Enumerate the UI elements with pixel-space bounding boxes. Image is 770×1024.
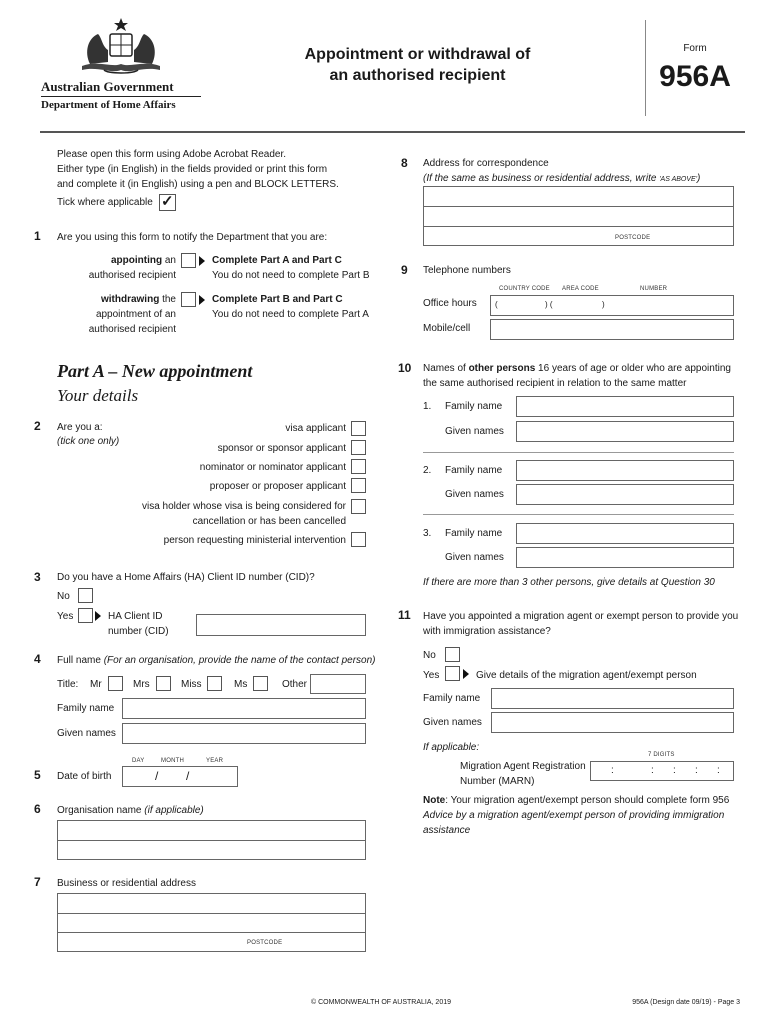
q4-title-mrs: Mrs — [133, 679, 150, 690]
q3-yes-arrow-icon — [95, 611, 101, 621]
q9-number-header: NUMBER — [640, 286, 668, 292]
q4-question-text: Full name — [57, 655, 104, 666]
q4-question-note: (For an organisation, provide the name of the contact person) — [103, 655, 376, 666]
intro-line2: Either type (in English) in the fields provided or print this form — [57, 164, 328, 175]
q2-checkbox-nominator[interactable] — [351, 459, 366, 474]
q10-divider-2 — [423, 514, 734, 515]
q10-question — [423, 363, 731, 374]
q10-person2-family-label: Family name — [445, 465, 503, 476]
q2-option-proposer: proposer or proposer applicant — [209, 481, 346, 492]
q4-given-names-input[interactable] — [122, 723, 366, 744]
q10-question-line2: the same authorised recipient in relation to the same matter — [423, 378, 687, 389]
q8-question: Address for correspondence — [423, 158, 549, 169]
q6-question — [57, 805, 204, 816]
q10-person3-given-input[interactable] — [516, 547, 734, 568]
part-a-subheading: Your details — [57, 386, 139, 405]
q11-question-line1: Have you appointed a migration agent or exempt person to provide you — [423, 611, 739, 622]
q1-withdrawing-instr2: You do not need to complete Part A — [212, 309, 369, 320]
q4-title-miss: Miss — [181, 679, 202, 690]
q11-note — [423, 795, 729, 806]
q11-marn-separator: : — [695, 765, 698, 776]
q11-no-checkbox[interactable] — [445, 647, 460, 662]
q2-number: 2 — [34, 419, 41, 433]
q9-area-code-header: AREA CODE — [562, 286, 599, 292]
q4-title-label: Title: — [57, 679, 79, 690]
tick-instruction: Tick where applicable — [57, 197, 153, 208]
q1-withdrawing-instr1: Complete Part B and Part C — [212, 294, 343, 305]
q8-address-input-2[interactable] — [423, 206, 734, 227]
q4-question — [57, 655, 376, 666]
q10-person1-family-input[interactable] — [516, 396, 734, 417]
q9-office-hours-input[interactable] — [490, 295, 734, 316]
q10-person1-given-label: Given names — [445, 426, 504, 437]
header-divider — [40, 131, 745, 133]
q2-option-sponsor: sponsor or sponsor applicant — [217, 443, 346, 454]
q11-number: 11 — [398, 608, 411, 622]
q11-marn-separator: : — [673, 765, 676, 776]
q11-yes-instruction: Give details of the migration agent/exempt person — [476, 670, 697, 681]
q9-question: Telephone numbers — [423, 265, 511, 276]
q1-appointing-line2: authorised recipient — [88, 270, 176, 281]
q4-mrs-checkbox[interactable] — [156, 676, 171, 691]
q11-seven-digits-header: 7 DIGITS — [648, 752, 675, 758]
q10-person1-given-input[interactable] — [516, 421, 734, 442]
q10-question-bold: other persons — [468, 363, 536, 374]
q5-year-header: YEAR — [206, 758, 224, 764]
q11-marn-label-line2: Number (MARN) — [460, 776, 535, 787]
q4-number: 4 — [34, 652, 41, 666]
q5-month-header: MONTH — [161, 758, 184, 764]
q10-person2-family-input[interactable] — [516, 460, 734, 481]
q11-note-bold: Note — [423, 795, 446, 806]
q6-org-name-input-2[interactable] — [57, 840, 366, 860]
q1-appointing-rest: an — [162, 255, 176, 266]
q2-checkbox-visa-holder[interactable] — [351, 499, 366, 514]
q5-day-header: DAY — [132, 758, 145, 764]
q1-withdrawing-checkbox[interactable] — [181, 292, 196, 307]
q1-appointing-bold: appointing — [110, 255, 163, 266]
form-title-line1: Appointment or withdrawal of — [304, 46, 531, 63]
q8-note-text: (If the same as business or residential address, write — [423, 173, 660, 184]
q1-appointing-arrow-icon — [199, 256, 205, 266]
q9-number: 9 — [401, 263, 408, 277]
q2-checkbox-visa-applicant[interactable] — [351, 421, 366, 436]
q1-withdrawing-line3: authorised recipient — [88, 324, 176, 335]
q1-question: Are you using this form to notify the Department that you are: — [57, 232, 328, 243]
q8-note — [423, 173, 700, 184]
q9-office-paren-open: ( — [495, 300, 498, 309]
q8-note-as-above: 'AS ABOVE' — [659, 176, 698, 183]
q10-person3-family-input[interactable] — [516, 523, 734, 544]
q4-family-name-input[interactable] — [122, 698, 366, 719]
intro-line3: and complete it (in English) using a pen and BLOCK LETTERS. — [57, 179, 339, 190]
q1-appointing-label — [60, 255, 176, 266]
q7-address-input-1[interactable] — [57, 893, 366, 914]
q7-question: Business or residential address — [57, 878, 196, 889]
q4-miss-checkbox[interactable] — [207, 676, 222, 691]
part-a-heading: Part A – New appointment — [57, 361, 253, 381]
q10-question-post: 16 years of age or older who are appointing — [535, 363, 731, 374]
q11-yes-checkbox[interactable] — [445, 666, 460, 681]
q6-number: 6 — [34, 802, 41, 816]
dept-name: Department of Home Affairs — [41, 99, 176, 111]
q11-family-name-input[interactable] — [491, 688, 734, 709]
q5-dob-input[interactable] — [122, 766, 238, 787]
q2-note: (tick one only) — [57, 436, 120, 447]
q10-person2-num: 2. — [423, 465, 432, 476]
q7-postcode-label: POSTCODE — [247, 940, 283, 946]
q4-title-other: Other — [282, 679, 308, 690]
q5-separator-2: / — [186, 769, 190, 783]
q3-no-checkbox[interactable] — [78, 588, 93, 603]
q9-office-paren-mid: ) ( — [545, 300, 553, 309]
q2-option-nominator: nominator or nominator applicant — [199, 462, 346, 473]
form-number: 956A — [659, 60, 731, 93]
q11-question-line2: with immigration assistance? — [423, 626, 551, 637]
q9-mobile-input[interactable] — [490, 319, 734, 340]
q4-family-name-label: Family name — [57, 703, 115, 714]
q7-address-input-3[interactable] — [57, 932, 366, 952]
coat-of-arms-logo — [78, 16, 164, 78]
q10-person1-family-label: Family name — [445, 401, 503, 412]
q11-note-italic-line1: Advice by a migration agent/exempt person of providing immigration — [423, 810, 725, 821]
q11-given-names-input[interactable] — [491, 712, 734, 733]
q5-question: Date of birth — [57, 771, 112, 782]
q10-question-pre: Names of — [423, 363, 469, 374]
q4-title-mr: Mr — [90, 679, 102, 690]
q3-no-label: No — [57, 591, 70, 602]
q1-number: 1 — [34, 229, 41, 243]
q1-appointing-instr1: Complete Part A and Part C — [212, 255, 342, 266]
q2-checkbox-sponsor[interactable] — [351, 440, 366, 455]
q4-other-input[interactable] — [310, 674, 366, 694]
q3-number: 3 — [34, 570, 41, 584]
intro-line1: Please open this form using Adobe Acrobat Reader. — [57, 149, 287, 160]
q3-question: Do you have a Home Affairs (HA) Client ID number (CID)? — [57, 572, 315, 583]
gov-name: Australian Government — [41, 79, 174, 94]
q1-withdrawing-arrow-icon — [199, 295, 205, 305]
q9-mobile-label: Mobile/cell — [423, 323, 471, 334]
q1-withdrawing-line2: appointment of an — [95, 309, 176, 320]
header-rule-small — [41, 96, 201, 97]
q10-person1-num: 1. — [423, 401, 432, 412]
q10-person3-given-label: Given names — [445, 552, 504, 563]
form-label: Form — [683, 43, 707, 54]
tick-mark-icon: ✓ — [161, 193, 174, 210]
q11-given-names-label: Given names — [423, 717, 482, 728]
q4-ms-checkbox[interactable] — [253, 676, 268, 691]
q8-note-end: ) — [697, 173, 701, 184]
q3-cid-input[interactable] — [196, 614, 366, 636]
q11-yes-arrow-icon — [463, 669, 469, 679]
q11-marn-separator: : — [611, 765, 614, 776]
q11-if-applicable: If applicable: — [423, 742, 480, 753]
q3-yes-checkbox[interactable] — [78, 608, 93, 623]
q11-yes-label: Yes — [423, 670, 440, 681]
q10-divider-1 — [423, 452, 734, 453]
q10-number: 10 — [398, 361, 412, 375]
q10-person3-num: 3. — [423, 528, 432, 539]
q4-given-names-label: Given names — [57, 728, 116, 739]
q8-address-input-1[interactable] — [423, 186, 734, 207]
q10-person3-family-label: Family name — [445, 528, 503, 539]
q11-no-label: No — [423, 650, 436, 661]
q1-withdrawing-rest: the — [159, 294, 176, 305]
q10-person2-given-label: Given names — [445, 489, 504, 500]
q4-mr-checkbox[interactable] — [108, 676, 123, 691]
q3-yes-label: Yes — [57, 611, 74, 622]
q3-cid-label-line2: number (CID) — [108, 626, 169, 637]
form-title-line2: an authorised recipient — [329, 67, 506, 84]
q1-withdrawing-label — [60, 294, 176, 305]
footer-page-info: 956A (Design date 09/19) - Page 3 — [632, 999, 740, 1006]
q2-option-visa-holder: visa holder whose visa is being considered for — [142, 501, 346, 512]
q2-option-visa-holder-line2: cancellation or has been cancelled — [192, 516, 346, 527]
q11-marn-label-line1: Migration Agent Registration — [460, 761, 586, 772]
q9-office-paren-close: ) — [602, 300, 605, 309]
q4-title-ms: Ms — [234, 679, 248, 690]
q6-question-note: (if applicable) — [144, 805, 204, 816]
q6-question-text: Organisation name — [57, 805, 145, 816]
q8-number: 8 — [401, 156, 408, 170]
q2-checkbox-proposer[interactable] — [351, 478, 366, 493]
q1-withdrawing-bold: withdrawing — [100, 294, 160, 305]
q9-office-hours-label: Office hours — [423, 298, 477, 309]
q11-marn-input[interactable] — [590, 761, 734, 781]
q11-marn-separator: : — [651, 765, 654, 776]
q11-note-italic-line2: assistance — [423, 825, 471, 836]
q5-number: 5 — [34, 768, 41, 782]
q8-address-input-3[interactable] — [423, 226, 734, 246]
q11-note-text: : Your migration agent/exempt person should complete form 956 — [445, 795, 730, 806]
q9-country-code-header: COUNTRY CODE — [499, 286, 550, 292]
q7-number: 7 — [34, 875, 41, 889]
q2-option-ministerial: person requesting ministerial intervention — [163, 535, 346, 546]
q2-question: Are you a: — [57, 422, 103, 433]
q3-cid-label-line1: HA Client ID — [108, 611, 163, 622]
q1-appointing-checkbox[interactable] — [181, 253, 196, 268]
q11-marn-separator: : — [717, 765, 720, 776]
q10-more-note: If there are more than 3 other persons, give details at Question 30 — [423, 577, 715, 588]
q2-checkbox-ministerial[interactable] — [351, 532, 366, 547]
q2-option-visa-applicant: visa applicant — [285, 423, 346, 434]
footer-copyright: © COMMONWEALTH OF AUSTRALIA, 2019 — [311, 999, 451, 1006]
q7-address-input-2[interactable] — [57, 913, 366, 933]
q6-org-name-input-1[interactable] — [57, 820, 366, 841]
q1-appointing-instr2: You do not need to complete Part B — [212, 270, 370, 281]
q10-person2-given-input[interactable] — [516, 484, 734, 505]
q5-separator-1: / — [155, 769, 159, 783]
q8-postcode-label: POSTCODE — [615, 235, 651, 241]
q11-family-name-label: Family name — [423, 693, 481, 704]
